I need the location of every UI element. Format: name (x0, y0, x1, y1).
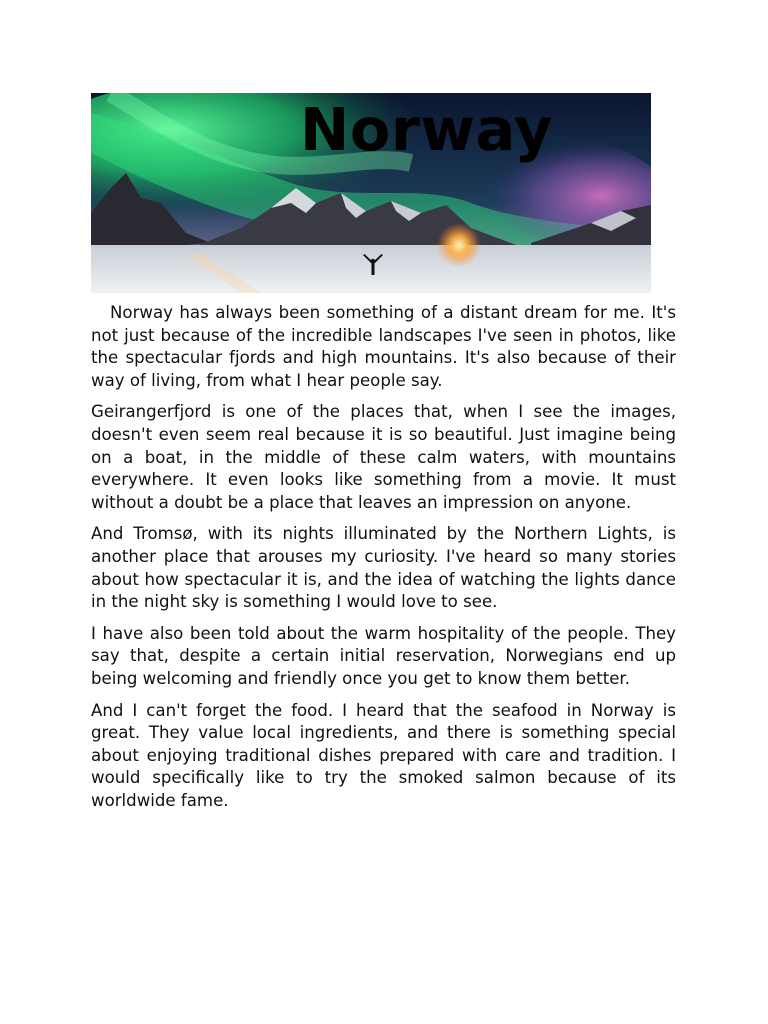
paragraph: And I can't forget the food. I heard that the seafood in Norway is great. They value local ingredients, and there is something special about enjoying traditional dishes prepared with care and tradition. I would specifically like to try the smoked salmon because of its worldwide fame. (91, 700, 676, 810)
page-title: Norway (300, 95, 553, 164)
paragraph: Norway has always been something of a distant dream for me. It's not just because of the incredible landscapes I've seen in photos, like the spectacular fjords and high mountains. It's also because of their way of living, from what I hear people say. (91, 303, 676, 390)
hero-banner (91, 93, 651, 293)
paragraph: I have also been told about the warm hospitality of the people. They say that, despite a certain initial reservation, Norwegians end up being welcoming and friendly once you get to know them better. (91, 623, 676, 688)
paragraph: Geirangerfjord is one of the places that, when I see the images, doesn't even seem real because it is so beautiful. Just imagine being on a boat, in the middle of these calm waters, with mountains everywhere. It even looks like something from a movie. It must without a doubt be a place that leaves an impression on anyone. (91, 402, 676, 512)
paragraph: And Tromsø, with its nights illuminated by the Northern Lights, is another place that arouses my curiosity. I've heard so many stories about how spectacular it is, and the idea of watching the lights dance in the night sky is something I would love to see. (91, 524, 676, 612)
article-body (91, 302, 676, 821)
